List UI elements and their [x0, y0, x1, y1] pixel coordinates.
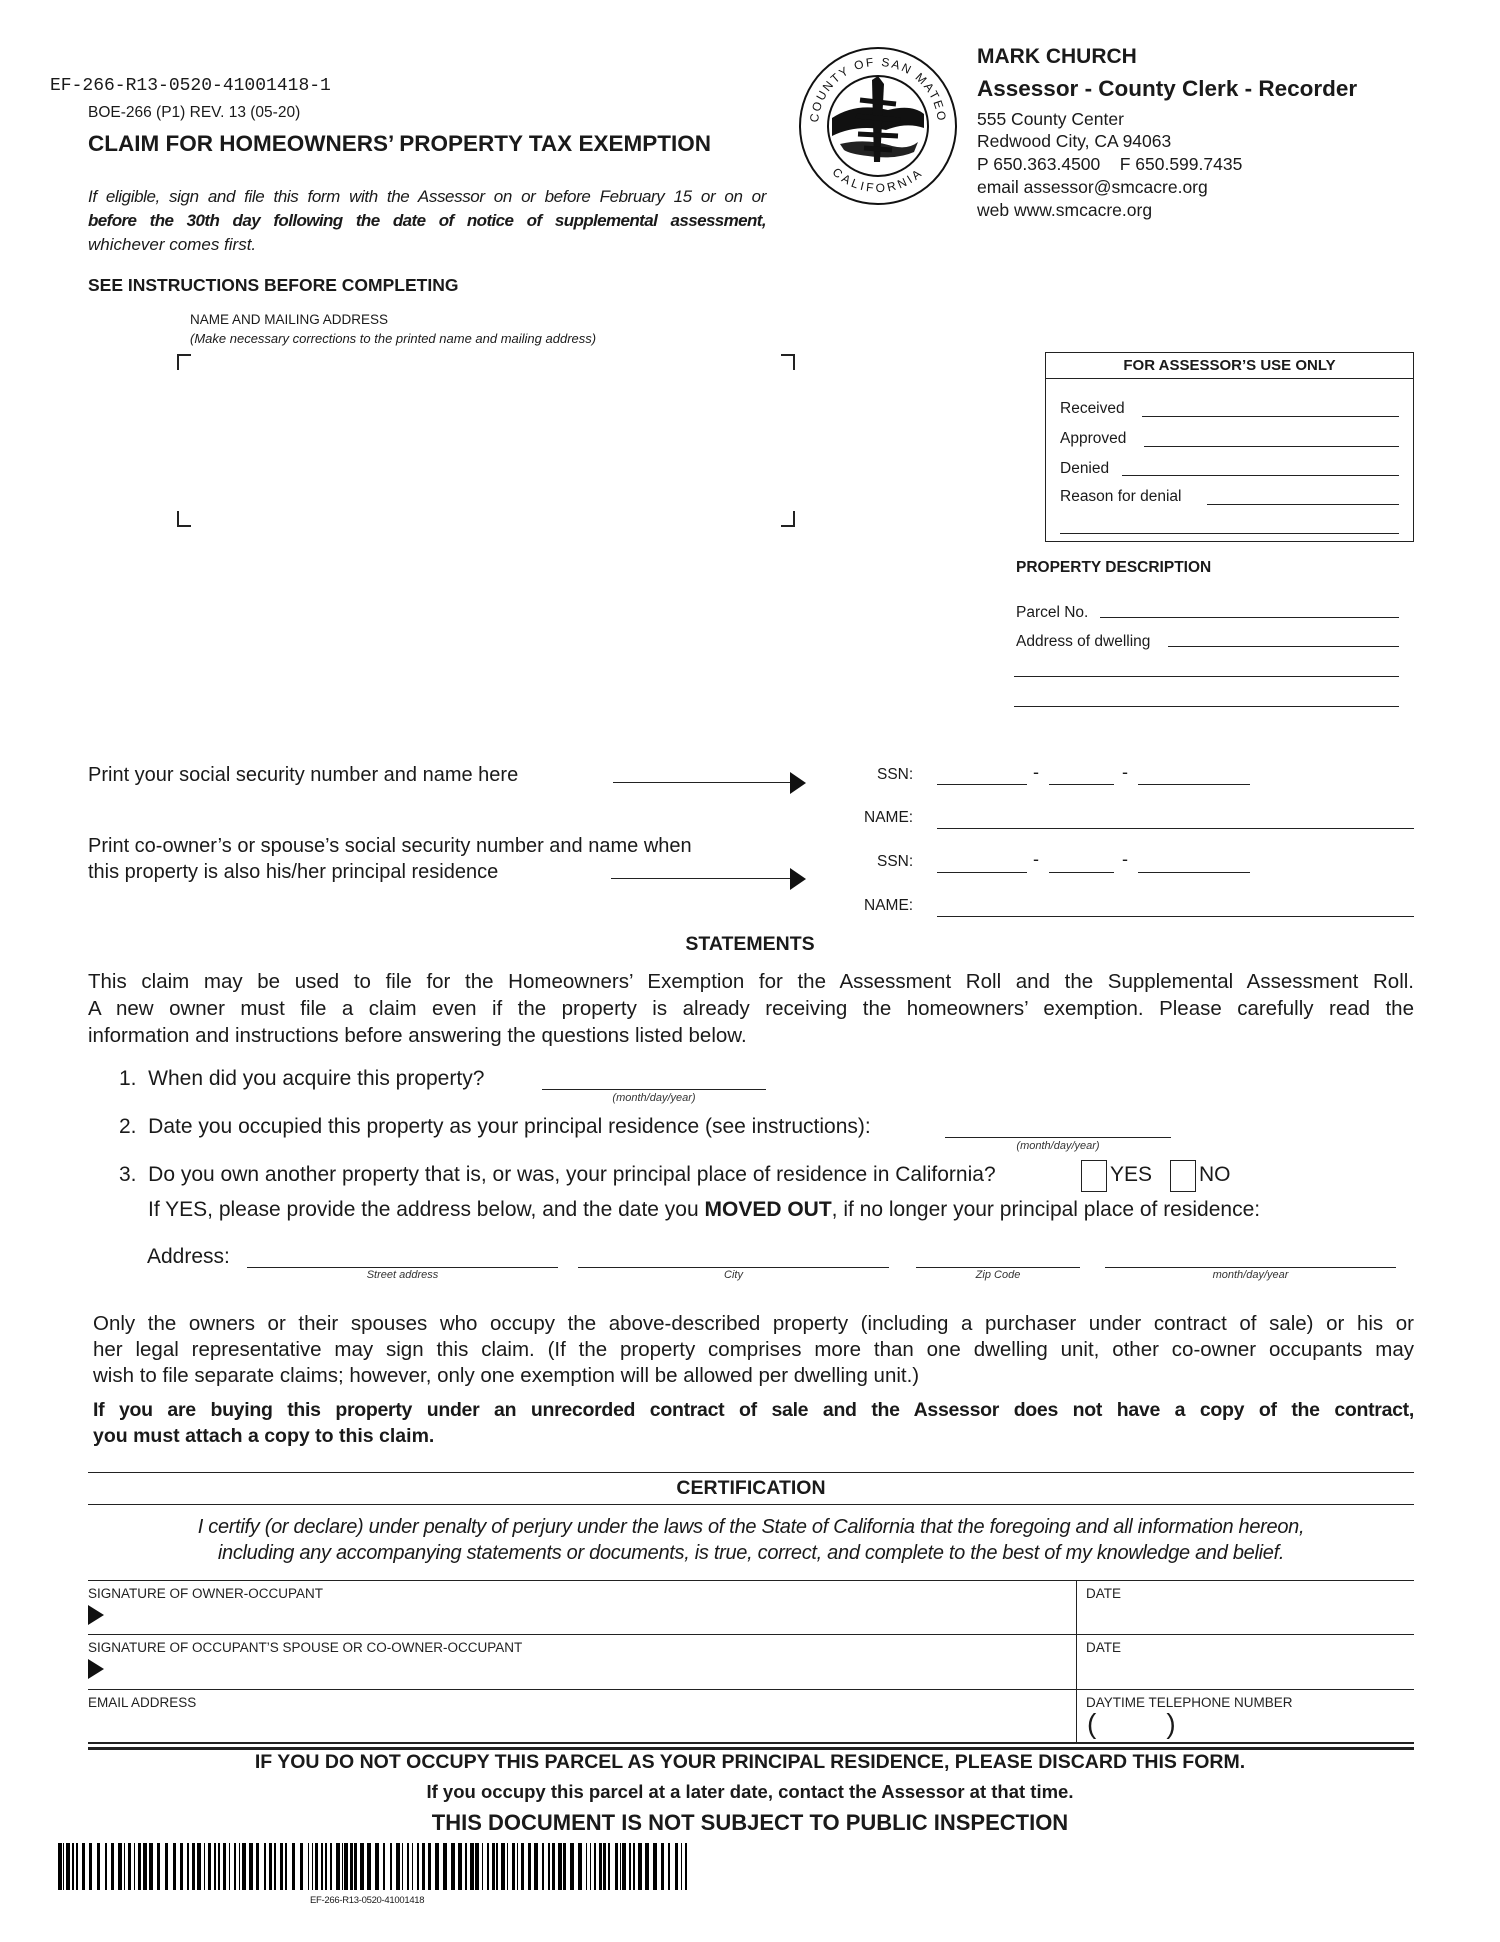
barcode-bar [269, 1843, 271, 1890]
no-checkbox[interactable] [1170, 1160, 1196, 1192]
barcode-bar [264, 1843, 266, 1890]
question-3: 3. Do you own another property that is, or was, your principal place of residence in California? [119, 1163, 996, 1186]
barcode-bar [197, 1843, 201, 1890]
acquired-date-field[interactable] [542, 1089, 766, 1090]
form-revision: BOE-266 (P1) REV. 13 (05-20) [88, 104, 301, 121]
barcode-bar [128, 1843, 130, 1890]
coowner-ssn-label: SSN: [877, 853, 914, 870]
ssn-dash: - [1122, 762, 1128, 782]
moved-out-date-hint: month/day/year [1212, 1269, 1289, 1281]
phone-number-label: DAYTIME TELEPHONE NUMBER [1086, 1695, 1293, 1710]
dwelling-address-line-3[interactable] [1014, 706, 1399, 707]
barcode-bar [475, 1843, 479, 1890]
barcode-bar [214, 1843, 216, 1890]
barcode-bar [180, 1843, 184, 1890]
owner-ssn-prompt: Print your social security number and name here [88, 764, 519, 786]
barcode-bar [675, 1843, 679, 1890]
barcode-text: EF-266-R13-0520-41001418 [310, 1895, 425, 1906]
owner-arrow-shaft [613, 782, 793, 783]
parcel-field[interactable] [1100, 617, 1399, 618]
barcode-bar [76, 1843, 78, 1890]
barcode-bar [558, 1843, 562, 1890]
city-field[interactable] [578, 1267, 889, 1268]
received-field[interactable] [1142, 416, 1399, 417]
barcode-bar [443, 1843, 447, 1890]
coowner-arrow-shaft [611, 878, 793, 879]
area-code-parens: ( ) [1087, 1708, 1176, 1739]
barcode-bar [97, 1843, 101, 1890]
certification-line-1: I certify (or declare) under penalty of perjury under the laws of the State of California that the foregoing and all information hereon, [197, 1516, 1305, 1538]
barcode-bar [517, 1843, 518, 1890]
moved-out-date-field[interactable] [1105, 1267, 1396, 1268]
form-title: CLAIM FOR HOMEOWNERS’ PROPERTY TAX EXEMPTION [88, 131, 711, 156]
denied-field[interactable] [1122, 475, 1399, 476]
not-public-notice: THIS DOCUMENT IS NOT SUBJECT TO PUBLIC INSPECTION [431, 1810, 1069, 1835]
owner-name-label: NAME: [864, 809, 914, 826]
office-website[interactable]: web www.smcacre.org [977, 200, 1153, 220]
barcode-bar [396, 1843, 400, 1890]
barcode-bar [542, 1843, 544, 1890]
barcode-bar [350, 1843, 352, 1890]
sign-here-arrow-icon [88, 1605, 104, 1625]
barcode-bar [312, 1843, 313, 1890]
signature-bottom-rule [88, 1742, 1414, 1744]
barcode-bar [280, 1843, 284, 1890]
if-yes-instruction: If YES, please provide the address below, and the date you MOVED OUT, if no longer your principal place of residence: [148, 1198, 1261, 1221]
barcode-bar [458, 1843, 462, 1890]
barcode-bar [367, 1843, 371, 1890]
barcode-bar [578, 1843, 582, 1890]
barcode-bar [274, 1843, 276, 1890]
barcode-bar [111, 1843, 113, 1890]
barcode-bar [173, 1843, 177, 1890]
phone-number-field[interactable] [1077, 1690, 1414, 1741]
yes-checkbox[interactable] [1081, 1160, 1107, 1192]
coowner-ssn-part-1[interactable] [937, 872, 1027, 873]
owners-line-3: wish to file separate claims; however, only one exemption will be allowed per dwelling unit.) [93, 1364, 920, 1387]
mailing-address-window[interactable] [177, 354, 795, 527]
barcode-bar [360, 1843, 364, 1890]
statements-intro-line-2: A new owner must file a claim even if the property is already receiving the homeowners’ exemption. Please carefully read the [88, 997, 1414, 1020]
owner-ssn-part-2[interactable] [1049, 784, 1114, 785]
barcode-bar [402, 1843, 403, 1890]
barcode-bar [165, 1843, 169, 1890]
owners-line-2: her legal representative may sign this claim. (If the property comprises more than one dwelling unit, other co-owner occupants may [93, 1338, 1414, 1361]
spouse-signature-label: SIGNATURE OF OCCUPANT’S SPOUSE OR CO-OWNER-OCCUPANT [88, 1640, 523, 1655]
email-address-label: EMAIL ADDRESS [88, 1695, 197, 1710]
barcode-bar [208, 1843, 210, 1890]
barcode-bar [599, 1843, 601, 1890]
barcode-bar [501, 1843, 505, 1890]
ssn-dash: - [1033, 849, 1039, 869]
barcode-bar [492, 1843, 494, 1890]
owner-arrow-icon [790, 772, 806, 794]
address-label: Address: [147, 1245, 230, 1268]
barcode-bar [629, 1843, 631, 1890]
barcode-bar [685, 1843, 687, 1890]
question-2: 2. Date you occupied this property as your principal residence (see instructions): [119, 1115, 871, 1138]
county-seal-logo [796, 44, 960, 208]
barcode-bar [594, 1843, 596, 1890]
barcode-bar [661, 1843, 663, 1890]
barcode-bar [249, 1843, 253, 1890]
barcode-bar [292, 1843, 296, 1890]
intro-line-1: If eligible, sign and file this form with the Assessor on or before February 15 or on or [88, 187, 766, 206]
barcode-bar [521, 1843, 525, 1890]
contract-line-1: If you are buying this property under an unrecorded contract of sale and the Assessor does not have a copy of the contract, [93, 1399, 1414, 1421]
coowner-arrow-icon [790, 868, 806, 890]
barcode-bar [105, 1843, 107, 1890]
barcode-bar [451, 1843, 455, 1890]
barcode-bar [422, 1843, 426, 1890]
barcode-bar [622, 1843, 626, 1890]
barcode-bar [620, 1843, 621, 1890]
barcode-bar [552, 1843, 554, 1890]
owner-ssn-part-1[interactable] [937, 784, 1027, 785]
coowner-ssn-part-2[interactable] [1049, 872, 1114, 873]
barcode-bar [134, 1843, 135, 1890]
barcode-bar [315, 1843, 317, 1890]
barcode-bar [149, 1843, 153, 1890]
barcode-bar [470, 1843, 474, 1890]
svg-text:CALIFORNIA [830, 165, 926, 195]
barcode-bar [615, 1843, 619, 1890]
barcode-bar [118, 1843, 122, 1890]
barcode-bar [157, 1843, 161, 1890]
barcode-bar [58, 1843, 62, 1890]
barcode-bar [653, 1843, 657, 1890]
office-address-1: 555 County Center [977, 109, 1124, 129]
barcode-bar [645, 1843, 649, 1890]
barcode-bar [528, 1843, 532, 1890]
barcode-bar [330, 1843, 332, 1890]
assessor-use-title: FOR ASSESSOR’S USE ONLY [1046, 353, 1413, 379]
barcode-bar [72, 1843, 74, 1890]
owner-ssn-part-3[interactable] [1138, 784, 1250, 785]
dwelling-address-line-2[interactable] [1014, 676, 1399, 677]
intro-line-3: whichever comes first. [88, 235, 257, 254]
barcode-bar [465, 1843, 467, 1890]
owner-name-field[interactable] [937, 828, 1414, 829]
approved-field[interactable] [1144, 446, 1399, 447]
barcode-bar [570, 1843, 574, 1890]
coowner-name-label: NAME: [864, 897, 914, 914]
coowner-ssn-prompt-1: Print co-owner’s or spouse’s social security number and name when [88, 835, 692, 857]
spouse-date-label: DATE [1086, 1640, 1122, 1655]
barcode-bar [496, 1843, 498, 1890]
barcode-bar [563, 1843, 565, 1890]
barcode-bar [383, 1843, 385, 1890]
yes-label: YES [1110, 1163, 1153, 1186]
dwelling-address-label: Address of dwelling [1016, 633, 1151, 650]
approved-label: Approved [1060, 430, 1127, 447]
barcode-bar [603, 1843, 605, 1890]
owner-date-label: DATE [1086, 1586, 1122, 1601]
certification-rule-top [88, 1472, 1414, 1473]
office-phone-fax: P 650.363.4500 F 650.599.7435 [977, 154, 1243, 174]
barcode-bar [590, 1843, 591, 1890]
ssn-dash: - [1033, 762, 1039, 782]
barcode-bar [487, 1843, 489, 1890]
barcode-bar [633, 1843, 635, 1890]
certification-line-2: including any accompanying statements or documents, is true, correct, and complete to the best of my knowledge and belief. [217, 1542, 1285, 1564]
email-address-field[interactable] [88, 1690, 1075, 1741]
coowner-ssn-part-3[interactable] [1138, 872, 1250, 873]
barcode-bar [242, 1843, 246, 1890]
assessor-name: MARK CHURCH [977, 45, 1137, 68]
barcode-bar [234, 1843, 236, 1890]
barcode-bar [256, 1843, 260, 1890]
city-hint: City [724, 1269, 743, 1281]
spouse-signature-field[interactable] [88, 1635, 1075, 1688]
barcode-bar [229, 1843, 230, 1890]
parcel-label: Parcel No. [1016, 604, 1089, 621]
statements-intro-line-3: information and instructions before answering the questions listed below. [88, 1024, 747, 1047]
mailing-address-label: NAME AND MAILING ADDRESS [190, 312, 389, 327]
office-email[interactable]: email assessor@smcacre.org [977, 177, 1208, 197]
barcode-bar [375, 1843, 379, 1890]
reason-label: Reason for denial [1060, 488, 1182, 505]
barcode-bar [482, 1843, 483, 1890]
zip-code-hint: Zip Code [975, 1269, 1021, 1281]
property-description-title: PROPERTY DESCRIPTION [1016, 559, 1212, 576]
barcode-bar [428, 1843, 432, 1890]
intro-line-2: before the 30th day following the date of notice of supplemental assessment, [88, 211, 766, 230]
office-address-2: Redwood City, CA 94063 [977, 131, 1172, 151]
coowner-ssn-prompt-2: this property is also his/her principal residence [88, 861, 499, 883]
barcode-bar [138, 1843, 140, 1890]
barcode [58, 1843, 694, 1890]
barcode-bar [82, 1843, 86, 1890]
barcode-bar [390, 1843, 392, 1890]
barcode-bar [342, 1843, 343, 1890]
discard-notice: IF YOU DO NOT OCCUPY THIS PARCEL AS YOUR PRINCIPAL RESIDENCE, PLEASE DISCARD THIS FORM. [254, 1751, 1246, 1773]
barcode-bar [354, 1843, 356, 1890]
reason-field-extra[interactable] [1060, 533, 1399, 534]
coowner-name-field[interactable] [937, 916, 1414, 917]
certification-rule [88, 1504, 1414, 1505]
occupied-date-hint: (month/day/year) [1016, 1140, 1100, 1152]
seal-bottom-text: CALIFORNIA [829, 164, 927, 196]
sign-here-arrow-icon [88, 1659, 104, 1679]
statements-title: STATEMENTS [685, 933, 815, 955]
barcode-bar [638, 1843, 642, 1890]
barcode-bar [344, 1843, 348, 1890]
barcode-bar [239, 1843, 240, 1890]
barcode-bar [681, 1843, 682, 1890]
mailing-address-note: (Make necessary corrections to the printed name and mailing address) [190, 331, 597, 346]
zip-code-field[interactable] [916, 1267, 1080, 1268]
barcode-bar [308, 1843, 309, 1890]
barcode-bar [223, 1843, 227, 1890]
barcode-bar [187, 1843, 189, 1890]
barcode-bar [300, 1843, 304, 1890]
barcode-bar [89, 1843, 93, 1890]
barcode-bar [336, 1843, 340, 1890]
reason-field[interactable] [1207, 504, 1399, 505]
later-occupancy-notice: If you occupy this parcel at a later date, contact the Assessor at that time. [426, 1781, 1074, 1802]
contract-line-2: you must attach a copy to this claim. [93, 1425, 435, 1447]
barcode-bar [204, 1843, 205, 1890]
barcode-bar [608, 1843, 610, 1890]
spouse-date-field[interactable] [1077, 1635, 1414, 1688]
barcode-bar [143, 1843, 147, 1890]
barcode-bar [668, 1843, 670, 1890]
barcode-bar [325, 1843, 327, 1890]
street-address-field[interactable] [247, 1267, 558, 1268]
statements-intro-line-1: This claim may be used to file for the Homeowners’ Exemption for the Assessment Roll and the Supplemental Assessment Roll. [88, 970, 1414, 993]
barcode-bar [534, 1843, 538, 1890]
signature-bottom-rule [88, 1747, 1414, 1750]
dwelling-address-field[interactable] [1168, 646, 1399, 647]
barcode-bar [586, 1843, 587, 1890]
barcode-bar [192, 1843, 196, 1890]
barcode-bar [417, 1843, 419, 1890]
barcode-bar [435, 1843, 439, 1890]
denied-label: Denied [1060, 460, 1110, 477]
barcode-bar [218, 1843, 220, 1890]
ssn-dash: - [1122, 849, 1128, 869]
certification-title: CERTIFICATION [676, 1477, 826, 1499]
barcode-bar [66, 1843, 70, 1890]
owner-signature-label: SIGNATURE OF OWNER-OCCUPANT [88, 1586, 323, 1601]
acquired-date-hint: (month/day/year) [612, 1092, 696, 1104]
seal-top-text: COUNTY OF SAN MATEO [806, 54, 950, 124]
form-code: EF-266-R13-0520-41001418-1 [50, 76, 331, 96]
barcode-bar [507, 1843, 508, 1890]
question-1: 1. When did you acquire this property? [119, 1067, 485, 1090]
barcode-bar [124, 1843, 125, 1890]
received-label: Received [1060, 400, 1125, 417]
occupied-date-field[interactable] [945, 1137, 1171, 1138]
owner-date-field[interactable] [1077, 1581, 1414, 1633]
street-address-hint: Street address [366, 1269, 439, 1281]
barcode-bar [548, 1843, 550, 1890]
barcode-bar [63, 1843, 64, 1890]
barcode-bar [512, 1843, 514, 1890]
owner-signature-field[interactable] [88, 1581, 1075, 1633]
office-title: Assessor - County Clerk - Recorder [977, 76, 1358, 101]
no-label: NO [1199, 1163, 1231, 1186]
owner-ssn-label: SSN: [877, 766, 914, 783]
owners-line-1: Only the owners or their spouses who occupy the above-described property (including a purchaser under contract of sale) or his or [93, 1312, 1414, 1335]
barcode-bar [407, 1843, 409, 1890]
see-instructions: SEE INSTRUCTIONS BEFORE COMPLETING [88, 275, 459, 295]
barcode-bar [412, 1843, 413, 1890]
barcode-bar [285, 1843, 287, 1890]
barcode-bar [321, 1843, 323, 1890]
